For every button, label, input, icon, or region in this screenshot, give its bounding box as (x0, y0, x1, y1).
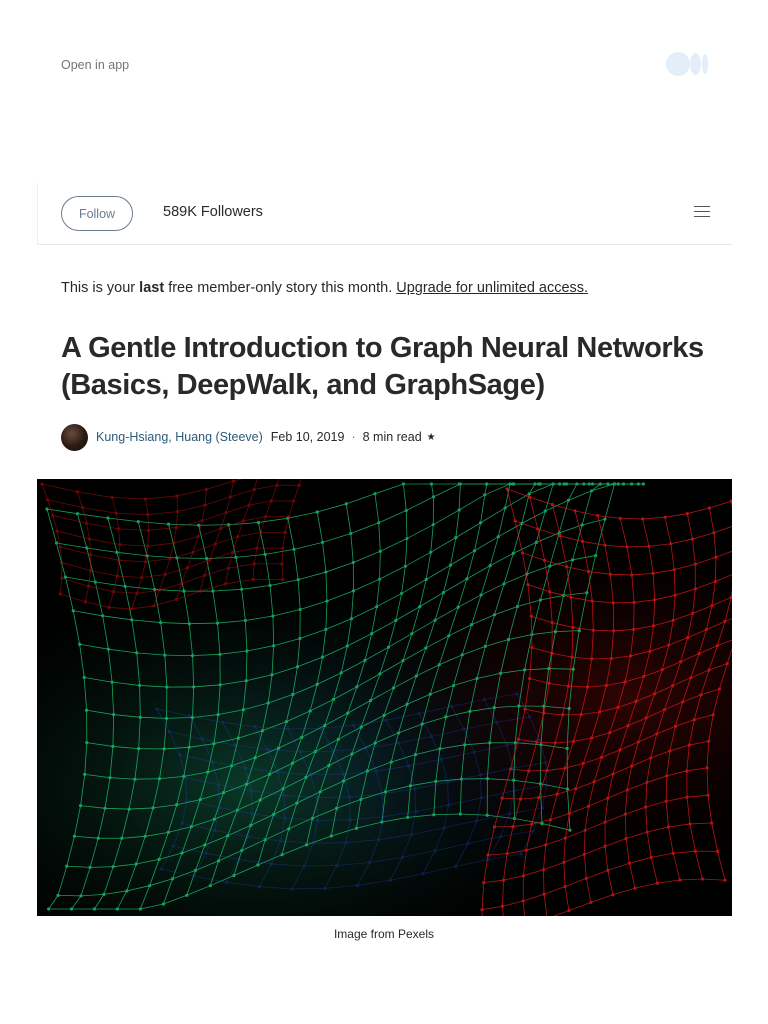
paywall-notice: This is your last free member-only story this month. Upgrade for unlimited access. (61, 280, 589, 296)
image-caption: Image from Pexels (333, 927, 435, 941)
member-star-icon: ★ (426, 431, 436, 443)
network-mesh-illustration (37, 479, 732, 916)
followers-count: 589K Followers (163, 204, 263, 220)
article-title: A Gentle Introduction to Graph Neural Networks (Basics, DeepWalk, and GraphSage) (61, 332, 704, 401)
read-time: 8 min read (362, 430, 422, 444)
paywall-bold: last (139, 280, 165, 296)
upgrade-link[interactable]: Upgrade for unlimited access. (396, 280, 589, 296)
open-in-app-link[interactable]: Open in app (61, 58, 130, 72)
byline (61, 424, 436, 450)
medium-logo-icon[interactable] (666, 52, 710, 76)
publication-bar (37, 183, 732, 245)
author-link[interactable]: Kung-Hsiang, Huang (Steeve) (96, 430, 263, 444)
hamburger-menu-icon[interactable] (694, 206, 710, 220)
avatar[interactable] (61, 424, 88, 451)
publish-date: Feb 10, 2019 (270, 430, 345, 444)
follow-button[interactable]: Follow (61, 196, 133, 231)
top-bar (0, 0, 768, 130)
hero-image (37, 479, 732, 916)
byline-separator: · (351, 430, 356, 444)
